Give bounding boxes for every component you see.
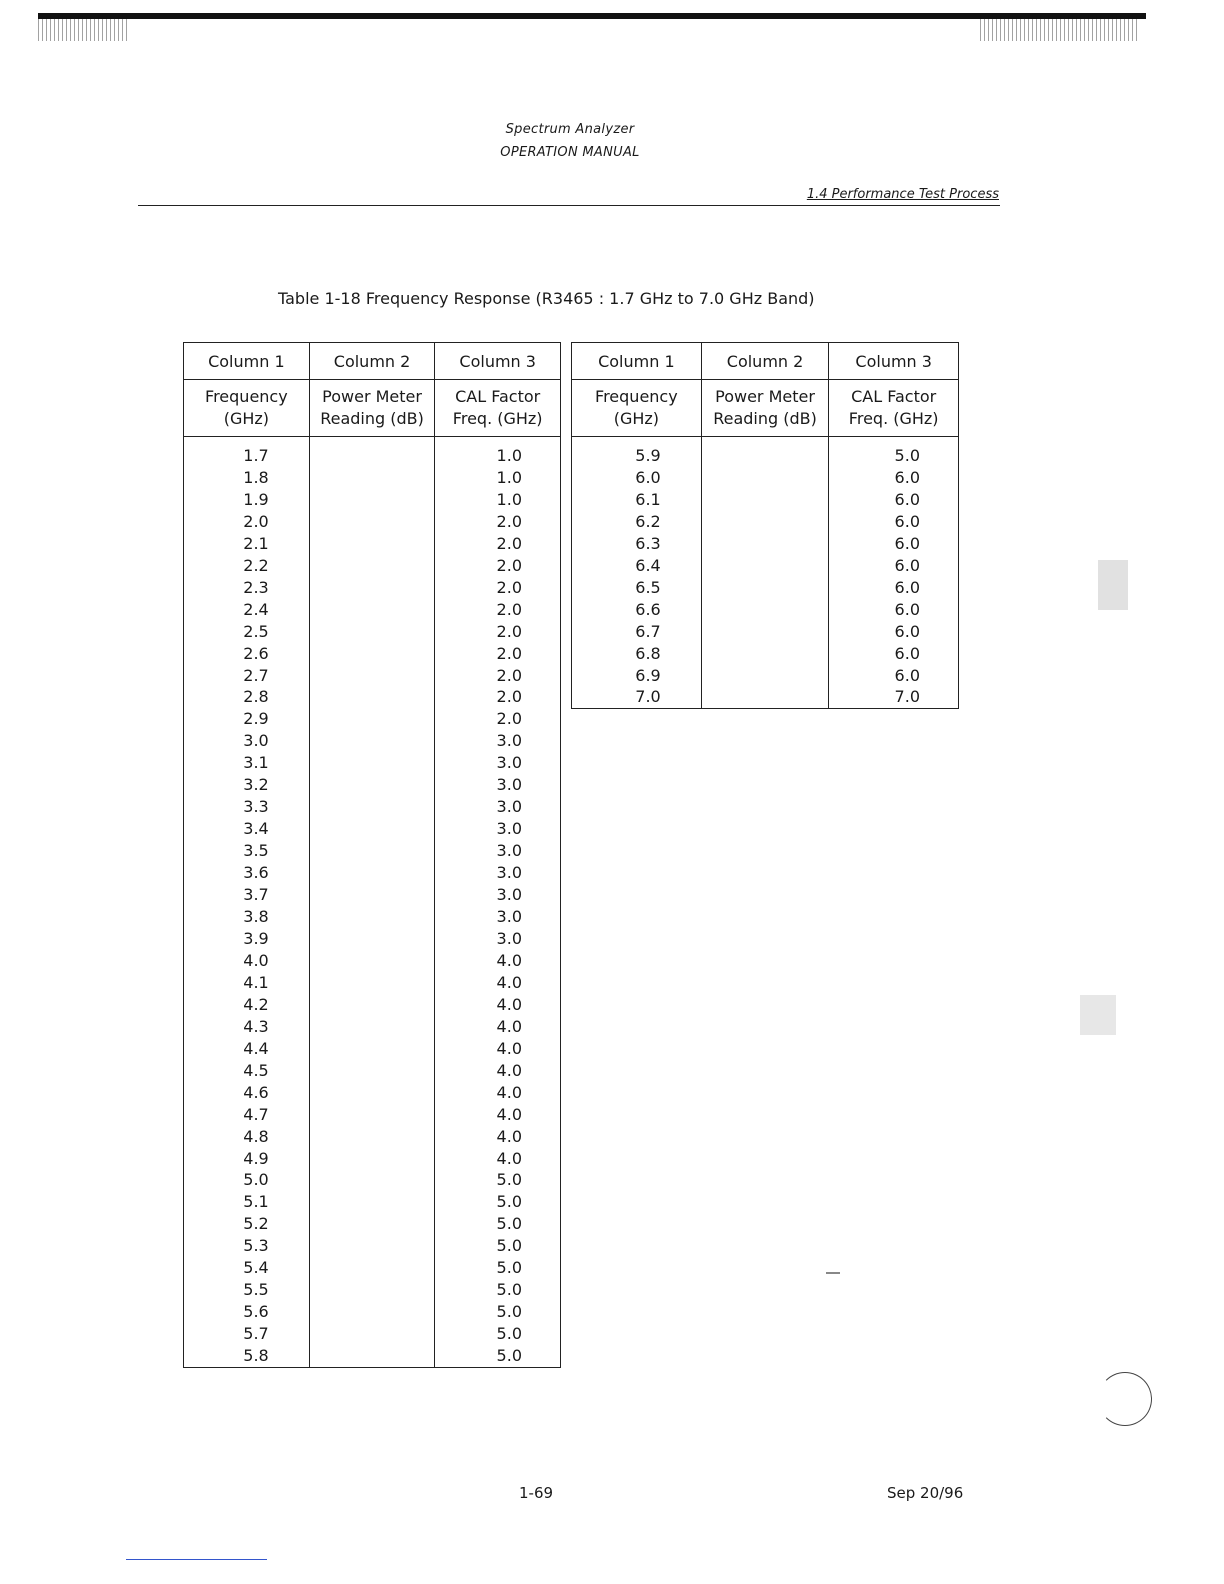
table-row xyxy=(572,533,959,555)
cal-factor-cell: 2.0 xyxy=(435,511,561,533)
frequency-cell: 3.4 xyxy=(184,818,310,840)
frequency-cell: 4.6 xyxy=(184,1082,310,1104)
cal-factor-cell: 1.0 xyxy=(435,489,561,511)
frequency-cell: 2.7 xyxy=(184,665,310,687)
cal-factor-cell: 4.0 xyxy=(435,1060,561,1082)
col3-sub-line1: CAL Factor xyxy=(455,387,541,406)
power-reading-cell xyxy=(309,1213,435,1235)
power-reading-cell xyxy=(309,467,435,489)
column-3-header: Column 3 xyxy=(435,343,561,380)
cal-factor-cell: 4.0 xyxy=(435,1082,561,1104)
power-reading-cell xyxy=(309,1191,435,1213)
power-reading-cell xyxy=(309,1126,435,1148)
column-3-header: Column 3 xyxy=(829,343,959,380)
power-reading-cell xyxy=(309,686,435,708)
frequency-cell: 3.3 xyxy=(184,796,310,818)
frequency-cell: 3.1 xyxy=(184,752,310,774)
col1-sub-line2: (GHz) xyxy=(223,409,270,428)
table-row xyxy=(184,796,561,818)
cal-factor-cell: 4.0 xyxy=(435,972,561,994)
table-row xyxy=(184,599,561,621)
table-header-row xyxy=(184,343,561,380)
power-reading-cell xyxy=(309,1257,435,1279)
cal-factor-cell: 3.0 xyxy=(435,752,561,774)
table-row xyxy=(184,1126,561,1148)
cal-factor-cell: 4.0 xyxy=(435,950,561,972)
frequency-cell: 6.9 xyxy=(572,665,702,687)
cal-factor-cell: 5.0 xyxy=(435,1345,561,1367)
cal-factor-cell: 4.0 xyxy=(435,994,561,1016)
col2-sub-line2: Reading (dB) xyxy=(320,409,424,428)
power-reading-cell xyxy=(309,884,435,906)
cal-factor-cell: 5.0 xyxy=(435,1257,561,1279)
table-row xyxy=(184,437,561,467)
cal-factor-cell: 3.0 xyxy=(435,774,561,796)
frequency-cell: 1.9 xyxy=(184,489,310,511)
frequency-cell: 5.7 xyxy=(184,1323,310,1345)
table-row xyxy=(184,665,561,687)
cal-factor-cell: 6.0 xyxy=(829,467,959,489)
col3-sub-line2: Freq. (GHz) xyxy=(452,409,543,428)
frequency-cell: 5.3 xyxy=(184,1235,310,1257)
table-row xyxy=(184,1279,561,1301)
cal-factor-cell: 2.0 xyxy=(435,621,561,643)
table-subheader-row xyxy=(572,380,959,437)
table-row xyxy=(184,1323,561,1345)
power-reading-cell xyxy=(701,533,829,555)
power-reading-cell xyxy=(309,862,435,884)
scan-mark-circle xyxy=(1098,1372,1152,1426)
column-1-header: Column 1 xyxy=(572,343,702,380)
col1-sub-line2: (GHz) xyxy=(613,409,660,428)
frequency-cell: 5.8 xyxy=(184,1345,310,1367)
cal-factor-cell: 3.0 xyxy=(435,818,561,840)
table-row xyxy=(184,994,561,1016)
power-reading-cell xyxy=(309,1060,435,1082)
power-reading-cell xyxy=(309,577,435,599)
cal-factor-cell: 5.0 xyxy=(435,1301,561,1323)
table-row xyxy=(184,752,561,774)
col2-sub-line1: Power Meter xyxy=(322,387,422,406)
frequency-cell: 2.1 xyxy=(184,533,310,555)
power-reading-cell xyxy=(309,972,435,994)
manual-title: Spectrum Analyzer xyxy=(505,122,635,137)
table-row xyxy=(184,621,561,643)
table-row xyxy=(184,1169,561,1191)
section-heading: 1.4 Performance Test Process xyxy=(806,187,999,202)
frequency-cell: 2.4 xyxy=(184,599,310,621)
cal-factor-cell: 2.0 xyxy=(435,643,561,665)
frequency-cell: 1.7 xyxy=(184,437,310,467)
power-reading-cell xyxy=(309,1279,435,1301)
power-reading-cell xyxy=(309,774,435,796)
power-reading-cell xyxy=(309,643,435,665)
power-reading-cell xyxy=(309,796,435,818)
power-reading-cell xyxy=(309,1235,435,1257)
frequency-table-left xyxy=(183,342,561,1368)
power-reading-cell xyxy=(309,906,435,928)
table-row xyxy=(184,906,561,928)
cal-factor-cell: 5.0 xyxy=(829,437,959,467)
cal-factor-cell: 2.0 xyxy=(435,686,561,708)
frequency-cell: 3.7 xyxy=(184,884,310,906)
table-row xyxy=(184,840,561,862)
power-reading-cell xyxy=(701,489,829,511)
table-row xyxy=(572,665,959,687)
cal-factor-cell: 6.0 xyxy=(829,665,959,687)
cal-factor-cell: 4.0 xyxy=(435,1016,561,1038)
table-row xyxy=(572,511,959,533)
col3-sub-line1: CAL Factor xyxy=(851,387,937,406)
power-reading-cell xyxy=(309,994,435,1016)
cal-factor-cell: 5.0 xyxy=(435,1235,561,1257)
power-reading-cell xyxy=(309,1038,435,1060)
cal-factor-cell: 3.0 xyxy=(435,862,561,884)
power-reading-cell xyxy=(701,555,829,577)
cal-factor-cell: 2.0 xyxy=(435,577,561,599)
table-row xyxy=(572,489,959,511)
cal-factor-cell: 3.0 xyxy=(435,796,561,818)
power-reading-cell xyxy=(309,555,435,577)
cal-factor-cell: 1.0 xyxy=(435,437,561,467)
frequency-cell: 3.6 xyxy=(184,862,310,884)
revision-date: Sep 20/96 xyxy=(887,1484,964,1502)
power-reading-cell xyxy=(309,1082,435,1104)
table-row xyxy=(184,818,561,840)
frequency-cell: 3.0 xyxy=(184,730,310,752)
frequency-table-right xyxy=(571,342,959,709)
column-2-header: Column 2 xyxy=(309,343,435,380)
power-reading-cell xyxy=(701,511,829,533)
table-row xyxy=(184,1104,561,1126)
cal-factor-cell: 6.0 xyxy=(829,577,959,599)
cal-factor-cell: 2.0 xyxy=(435,555,561,577)
power-reading-cell xyxy=(309,1169,435,1191)
cal-factor-cell: 2.0 xyxy=(435,533,561,555)
power-reading-cell xyxy=(701,686,829,708)
table-row xyxy=(184,577,561,599)
frequency-cell: 5.4 xyxy=(184,1257,310,1279)
table-row xyxy=(572,621,959,643)
cal-factor-cell: 6.0 xyxy=(829,599,959,621)
power-reading-cell xyxy=(701,599,829,621)
cal-factor-cell: 5.0 xyxy=(435,1279,561,1301)
table-row xyxy=(572,643,959,665)
cal-factor-cell: 4.0 xyxy=(435,1126,561,1148)
frequency-cell: 3.9 xyxy=(184,928,310,950)
power-reading-cell xyxy=(309,665,435,687)
frequency-cell: 5.9 xyxy=(572,437,702,467)
cal-factor-cell: 4.0 xyxy=(435,1104,561,1126)
power-reading-cell xyxy=(309,840,435,862)
cal-factor-cell: 5.0 xyxy=(435,1213,561,1235)
frequency-cell: 2.5 xyxy=(184,621,310,643)
table-row xyxy=(184,1301,561,1323)
cal-factor-cell: 4.0 xyxy=(435,1148,561,1170)
table-row xyxy=(184,1016,561,1038)
frequency-cell: 6.6 xyxy=(572,599,702,621)
cal-factor-cell: 7.0 xyxy=(829,686,959,708)
cal-factor-cell: 6.0 xyxy=(829,489,959,511)
table-row xyxy=(184,643,561,665)
cal-factor-cell: 3.0 xyxy=(435,730,561,752)
table-row xyxy=(184,1235,561,1257)
frequency-cell: 2.0 xyxy=(184,511,310,533)
frequency-cell: 4.5 xyxy=(184,1060,310,1082)
frequency-cell: 4.3 xyxy=(184,1016,310,1038)
power-reading-cell xyxy=(309,437,435,467)
table-row xyxy=(184,1082,561,1104)
table-row xyxy=(184,1038,561,1060)
power-reading-cell xyxy=(309,533,435,555)
table-row xyxy=(184,972,561,994)
frequency-cell: 2.2 xyxy=(184,555,310,577)
power-reading-cell xyxy=(309,489,435,511)
power-reading-cell xyxy=(309,928,435,950)
power-reading-cell xyxy=(701,665,829,687)
frequency-cell: 6.2 xyxy=(572,511,702,533)
frequency-cell: 6.1 xyxy=(572,489,702,511)
header-rule xyxy=(138,205,1000,206)
frequency-cell: 6.8 xyxy=(572,643,702,665)
scan-noise xyxy=(38,19,128,41)
frequency-cell: 4.1 xyxy=(184,972,310,994)
power-reading-cell xyxy=(309,1323,435,1345)
manual-subtitle: OPERATION MANUAL xyxy=(500,145,640,160)
col1-sub-line1: Frequency xyxy=(205,387,288,406)
cal-factor-cell: 6.0 xyxy=(829,511,959,533)
table-row xyxy=(184,884,561,906)
power-reading-cell xyxy=(309,818,435,840)
col3-sub-line2: Freq. (GHz) xyxy=(848,409,939,428)
table-caption: Table 1-18 Frequency Response (R3465 : 1.7 GHz to 7.0 GHz Band) xyxy=(278,289,815,308)
frequency-cell: 5.1 xyxy=(184,1191,310,1213)
frequency-cell: 7.0 xyxy=(572,686,702,708)
power-reading-cell xyxy=(701,643,829,665)
frequency-cell: 4.4 xyxy=(184,1038,310,1060)
table-row xyxy=(184,489,561,511)
cal-factor-cell: 3.0 xyxy=(435,906,561,928)
table-row xyxy=(184,555,561,577)
table-header-row xyxy=(572,343,959,380)
frequency-cell: 4.0 xyxy=(184,950,310,972)
table-row xyxy=(184,862,561,884)
power-reading-cell xyxy=(701,437,829,467)
column-1-header: Column 1 xyxy=(184,343,310,380)
frequency-cell: 6.5 xyxy=(572,577,702,599)
frequency-cell: 2.6 xyxy=(184,643,310,665)
frequency-cell: 1.8 xyxy=(184,467,310,489)
frequency-cell: 3.5 xyxy=(184,840,310,862)
frequency-cell: 2.8 xyxy=(184,686,310,708)
frequency-cell: 5.6 xyxy=(184,1301,310,1323)
frequency-cell: 6.0 xyxy=(572,467,702,489)
cal-factor-cell: 6.0 xyxy=(829,643,959,665)
frequency-cell: 5.0 xyxy=(184,1169,310,1191)
power-reading-cell xyxy=(309,730,435,752)
scan-speck xyxy=(1098,560,1128,610)
cal-factor-cell: 5.0 xyxy=(435,1323,561,1345)
table-row xyxy=(572,577,959,599)
cal-factor-cell: 2.0 xyxy=(435,599,561,621)
cal-factor-cell: 5.0 xyxy=(435,1191,561,1213)
cal-factor-cell: 6.0 xyxy=(829,533,959,555)
power-reading-cell xyxy=(309,1345,435,1367)
table-row xyxy=(184,511,561,533)
power-reading-cell xyxy=(309,1104,435,1126)
table-row xyxy=(572,555,959,577)
frequency-cell: 4.2 xyxy=(184,994,310,1016)
cal-factor-cell: 3.0 xyxy=(435,928,561,950)
cal-factor-cell: 2.0 xyxy=(435,665,561,687)
cal-factor-cell: 6.0 xyxy=(829,621,959,643)
col1-sub-line1: Frequency xyxy=(595,387,678,406)
frequency-cell: 2.3 xyxy=(184,577,310,599)
page-number: 1-69 xyxy=(519,1484,554,1502)
scan-noise xyxy=(980,19,1140,41)
frequency-cell: 6.3 xyxy=(572,533,702,555)
table-row xyxy=(184,1257,561,1279)
table-row xyxy=(572,599,959,621)
scan-speck xyxy=(1080,995,1116,1035)
table-row xyxy=(572,467,959,489)
cal-factor-cell: 3.0 xyxy=(435,884,561,906)
frequency-cell: 4.9 xyxy=(184,1148,310,1170)
cal-factor-cell: 3.0 xyxy=(435,840,561,862)
table-row xyxy=(184,1148,561,1170)
table-row xyxy=(184,708,561,730)
table-row xyxy=(572,437,959,467)
cal-factor-cell: 4.0 xyxy=(435,1038,561,1060)
power-reading-cell xyxy=(309,950,435,972)
table-row xyxy=(184,1191,561,1213)
frequency-cell: 2.9 xyxy=(184,708,310,730)
table-row xyxy=(184,533,561,555)
scan-speck xyxy=(826,1272,840,1274)
power-reading-cell xyxy=(309,708,435,730)
table-row xyxy=(184,467,561,489)
power-reading-cell xyxy=(701,621,829,643)
power-reading-cell xyxy=(309,511,435,533)
power-reading-cell xyxy=(309,1016,435,1038)
table-row xyxy=(184,1060,561,1082)
table-row xyxy=(572,686,959,708)
power-reading-cell xyxy=(309,752,435,774)
table-row xyxy=(184,774,561,796)
frequency-cell: 6.7 xyxy=(572,621,702,643)
power-reading-cell xyxy=(309,599,435,621)
cal-factor-cell: 2.0 xyxy=(435,708,561,730)
frequency-cell: 5.2 xyxy=(184,1213,310,1235)
table-row xyxy=(184,686,561,708)
col2-sub-line2: Reading (dB) xyxy=(713,409,817,428)
frequency-cell: 5.5 xyxy=(184,1279,310,1301)
frequency-cell: 4.7 xyxy=(184,1104,310,1126)
column-2-header: Column 2 xyxy=(701,343,829,380)
table-row xyxy=(184,928,561,950)
power-reading-cell xyxy=(701,467,829,489)
frequency-cell: 3.2 xyxy=(184,774,310,796)
table-row xyxy=(184,950,561,972)
table-row xyxy=(184,730,561,752)
power-reading-cell xyxy=(309,1148,435,1170)
table-row xyxy=(184,1345,561,1367)
table-subheader-row xyxy=(184,380,561,437)
frequency-cell: 6.4 xyxy=(572,555,702,577)
power-reading-cell xyxy=(309,621,435,643)
table-row xyxy=(184,1213,561,1235)
cal-factor-cell: 5.0 xyxy=(435,1169,561,1191)
frequency-cell: 3.8 xyxy=(184,906,310,928)
bottom-rule xyxy=(126,1559,267,1560)
power-reading-cell xyxy=(309,1301,435,1323)
cal-factor-cell: 1.0 xyxy=(435,467,561,489)
cal-factor-cell: 6.0 xyxy=(829,555,959,577)
frequency-cell: 4.8 xyxy=(184,1126,310,1148)
col2-sub-line1: Power Meter xyxy=(715,387,815,406)
power-reading-cell xyxy=(701,577,829,599)
